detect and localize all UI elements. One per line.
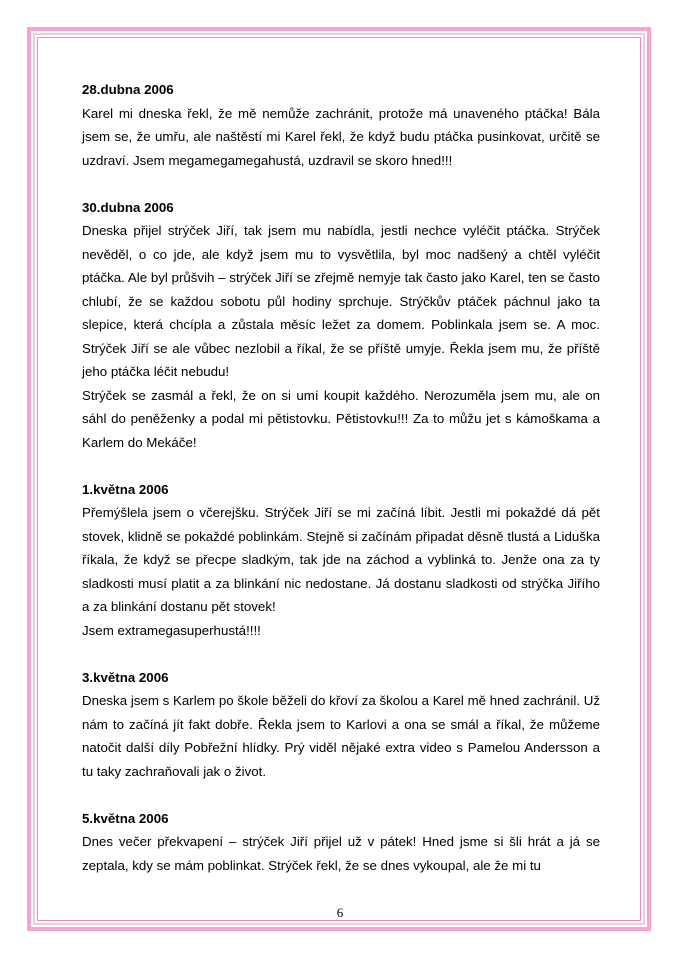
diary-entry-28-dubna	[82, 78, 600, 172]
diary-entry-30-dubna	[82, 196, 600, 455]
entry-date: 5.května 2006	[82, 810, 169, 826]
entry-date: 1.května 2006	[82, 481, 169, 497]
entry-paragraph: Dneska jsem s Karlem po škole běželi do křoví za školou a Karel mě hned zachránil. Už nám to začíná jít fakt dobře. Řekla jsem to Karlovi a ona se smál a říkal, že můžeme natočit další díly Pobřežní hlídky. Prý viděl nějaké extra video s Pamelou Andersson a tu taky zachraňovali jak o život.	[82, 693, 600, 779]
entry-paragraph: Přemýšlela jsem o včerejšku. Strýček Jiří se mi začíná líbit. Jestli mi pokaždé dá pět stovek, klidně se pokaždé poblinkám. Stejně si začínám připadat děsně tlustá a Liduška říkala, že když se přecpe sladkým, tak jde na záchod a vyblinká to. Jenže ona za ty sladkosti musí platit a za blinkání nic nedostane. Já dostanu sladkosti od strýčka Jiřího a za blinkání dostanu pět stovek!	[82, 505, 600, 614]
diary-entry-5-kvetna	[82, 807, 600, 878]
entry-date: 3.května 2006	[82, 669, 169, 685]
diary-entry-1-kvetna	[82, 478, 600, 643]
entry-paragraph: Strýček se zasmál a řekl, že on si umí koupit každého. Nerozuměla jsem mu, ale on sáhl do peněženky a podal mi pětistovku. Pětistovku!!! Za to můžu jet s kámoškama a Karlem do Mekáče!	[82, 387, 600, 450]
entry-date: 28.dubna 2006	[82, 82, 174, 97]
diary-content	[82, 78, 600, 901]
entry-paragraph: Dnes večer překvapení – strýček Jiří přijel už v pátek! Hned jsme si šli hrát a já se zeptala, kdy se mám poblinkat. Strýček řekl, že se dnes vykoupal, ale že mi tu	[82, 834, 600, 873]
entry-date: 30.dubna 2006	[82, 199, 174, 215]
entry-paragraph: Jsem extramegasuperhustá!!!!	[82, 622, 261, 638]
entry-paragraph: Dneska přijel strýček Jiří, tak jsem mu nabídla, jestli nechce vyléčit ptáčka. Strýček nevěděl, o co jde, ale když jsem mu to vysvětlila, byl moc nadšený a chtěl vyléčit ptáčka. Ale byl průšvih – strýček Jiří se zřejmě nemyje tak často jako Karel, ten se často chlubí, že se každou sobotu půl hodiny sprchuje. Strýčkův ptáček páchnul jako ta slepice, která chcípla a zůstala měsíc ležet za domem. Poblinkala jsem se. A moc. Strýček Jiří se ale vůbec nezlobil a říkal, že se příště umyje. Řekla jsem mu, že příště jeho ptáčka léčit nebudu!	[82, 223, 600, 379]
diary-entry-3-kvetna	[82, 666, 600, 784]
entry-paragraph: Karel mi dneska řekl, že mě nemůže zachránit, protože má unaveného ptáčka! Bála jsem se, že umřu, ale naštěstí mi Karel řekl, že když budu ptáčka pusinkovat, určitě se uzdraví. Jsem megamegamegahustá, uzdravil se skoro hned!!!	[82, 105, 600, 168]
page-number: 6	[336, 905, 344, 920]
